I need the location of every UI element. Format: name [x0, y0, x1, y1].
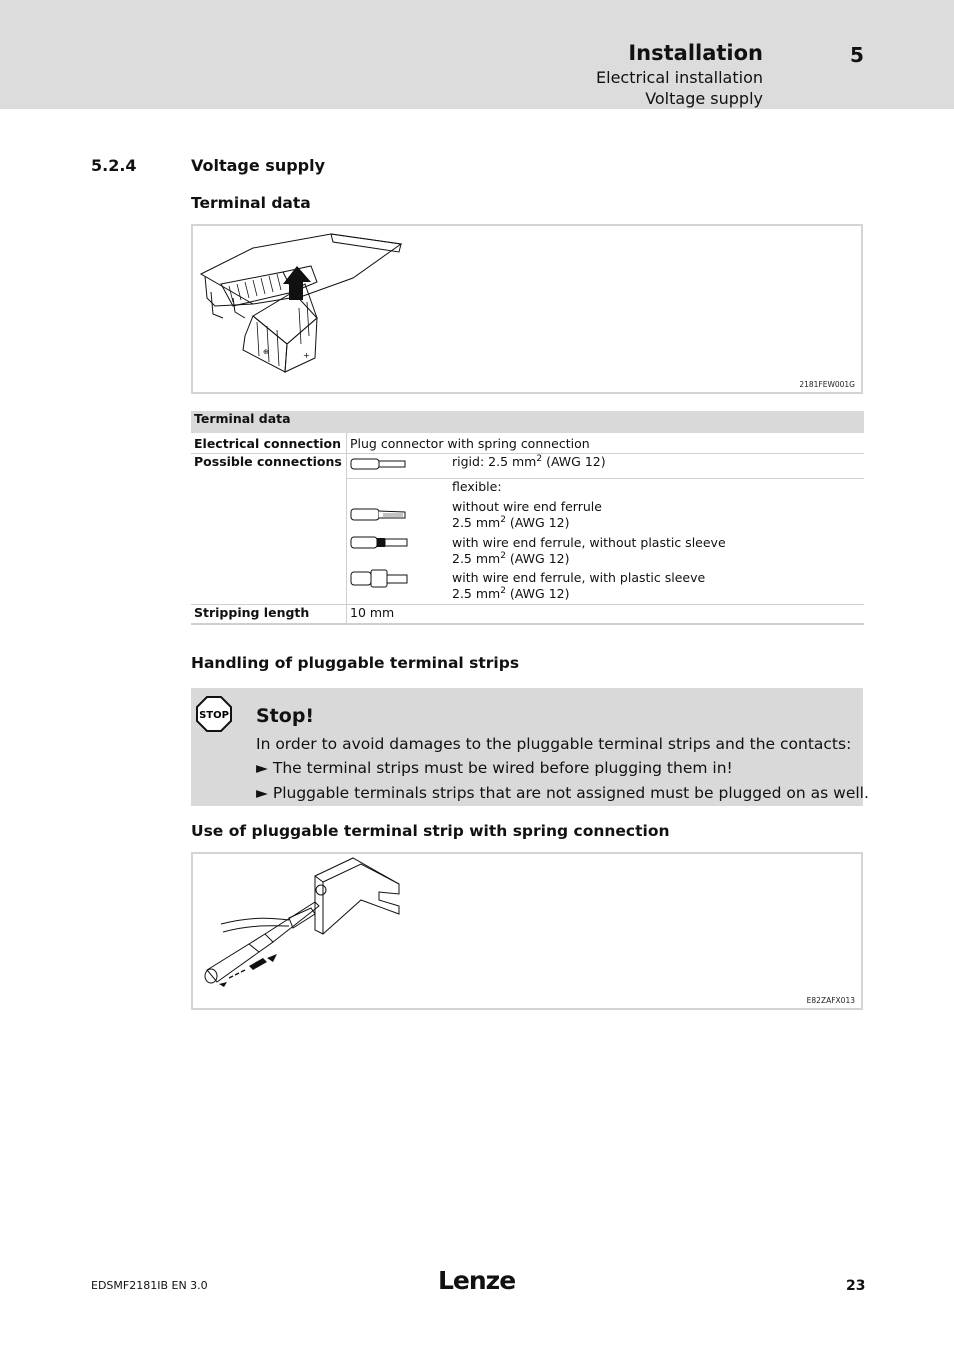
table-row: Possible connections rigid: 2.5 $mm^2$ (AWG 12) flexible: without wire end ferrule 2.5 $mm^2$ (AWG 12) with wire end ferrule, without plastic sleeve 2.5 $mm^2$ (AWG 12) with wire end ferrule, with plastic sleeve 2.5 $mm^2$ (AWG 12): [191, 454, 864, 605]
stop-title: Stop!: [256, 705, 315, 727]
spring-connection-heading: Use of pluggable terminal strip with spring connection: [191, 822, 670, 840]
electrical-connection-label: Electrical connection: [191, 433, 347, 454]
page-number: 23: [846, 1278, 866, 1294]
sleeve-ferrule-wire-icon: [349, 568, 409, 590]
header-subtitle-2: Voltage supply: [645, 89, 763, 108]
terminal-strip-illustration: [193, 226, 861, 392]
stop-bullet-2: ► Pluggable terminals strips that are not assigned must be plugged on as well.: [256, 784, 869, 802]
document-id: EDSMF2181IB EN 3.0: [91, 1279, 208, 1292]
section-title: Voltage supply: [191, 156, 326, 175]
figure-code: 2181FEW001G: [799, 380, 855, 389]
table-header-row: [191, 411, 864, 433]
stop-text: In order to avoid damages to the pluggable terminal strips and the contacts:: [256, 735, 852, 753]
flexible-text: flexible:: [452, 479, 502, 494]
option-2-text: with wire end ferrule, without plastic sleeve: [452, 535, 726, 550]
ferrule-wire-icon: [349, 534, 409, 552]
option-1-text: without wire end ferrule: [452, 499, 602, 514]
flexible-wire-icon: [349, 506, 409, 524]
table-row: [191, 605, 864, 625]
table-row: [191, 433, 864, 454]
header-band: [0, 0, 954, 109]
section-number: 5.2.4: [91, 156, 137, 175]
rigid-text: rigid: 2.5 mm: [452, 454, 537, 470]
header-title: Installation: [628, 41, 763, 65]
header-subtitle-1: Electrical installation: [596, 68, 763, 87]
electrical-connection-value: Plug connector with spring connection: [347, 433, 865, 454]
table-header: Terminal data: [191, 411, 864, 433]
figure-code: E82ZAFX013: [806, 996, 855, 1005]
option-3-text: with wire end ferrule, with plastic sleeve: [452, 570, 706, 585]
svg-text:STOP: STOP: [199, 710, 229, 721]
chapter-number: 5: [850, 43, 864, 67]
stop-sign-icon: [196, 696, 232, 732]
spring-connection-figure: [191, 852, 863, 1010]
stop-bullet-1: ► The terminal strips must be wired before plugging them in!: [256, 759, 733, 777]
svg-text:⊕: ⊕: [263, 348, 269, 356]
screwdriver-illustration: [193, 854, 861, 1008]
stripping-length-label: Stripping length: [191, 605, 347, 625]
terminal-data-table: [191, 411, 864, 625]
stripping-length-value: 10 mm: [347, 605, 865, 625]
lenze-logo: Lenze: [438, 1266, 516, 1295]
stop-notice: [191, 688, 869, 806]
rigid-wire-icon: [349, 456, 409, 472]
possible-connections-label: Possible connections: [191, 454, 347, 605]
terminal-figure: [191, 224, 863, 394]
terminal-data-heading: Terminal data: [191, 194, 311, 212]
handling-heading: Handling of pluggable terminal strips: [191, 654, 520, 672]
svg-text:+: +: [303, 351, 310, 360]
